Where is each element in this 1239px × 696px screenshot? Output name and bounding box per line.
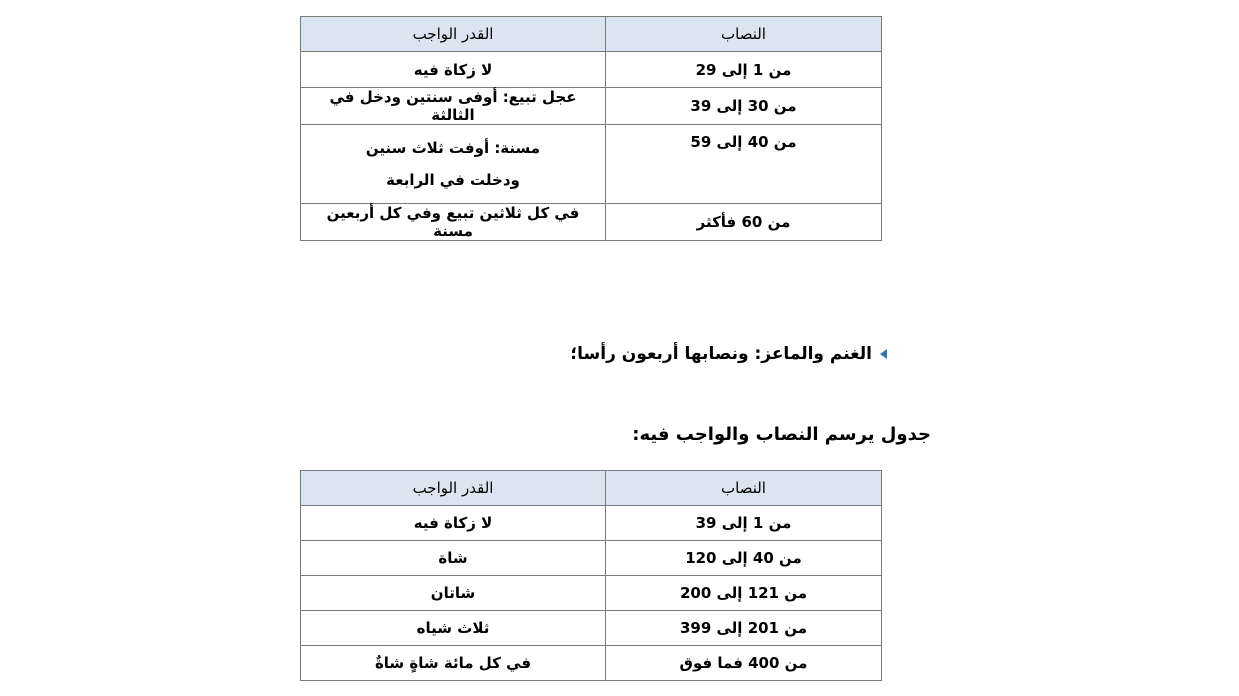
sheep-table-caption: جدول يرسم النصاب والواجب فيه: xyxy=(632,424,931,445)
header-nisab: النصاب xyxy=(606,471,882,506)
due-line-1: مسنة: أوفت ثلاث سنين xyxy=(365,139,541,157)
header-nisab: النصاب xyxy=(606,17,882,52)
nisab-cell: من 1 إلى 29 xyxy=(606,52,882,88)
nisab-cell: من 121 إلى 200 xyxy=(606,576,882,611)
due-cell: شاتان xyxy=(301,576,606,611)
table-row xyxy=(301,204,882,241)
table-row xyxy=(301,506,882,541)
due-cell: في كل ثلاثين تبيع وفي كل أربعين مسنة xyxy=(301,204,606,241)
header-due: القدر الواجب xyxy=(301,471,606,506)
due-cell: لا زكاة فيه xyxy=(301,52,606,88)
sheep-heading-text: الغنم والماعز: ونصابها أربعون رأسا؛ xyxy=(570,344,872,364)
sheep-section-heading xyxy=(570,344,887,364)
due-cell: ثلاث شياه xyxy=(301,611,606,646)
table-row xyxy=(301,541,882,576)
sheep-zakat-table xyxy=(300,470,882,681)
nisab-cell: من 400 فما فوق xyxy=(606,646,882,681)
table-row xyxy=(301,125,882,204)
cattle-zakat-table xyxy=(300,16,882,241)
nisab-cell: من 1 إلى 39 xyxy=(606,506,882,541)
header-due: القدر الواجب xyxy=(301,17,606,52)
table-row xyxy=(301,646,882,681)
nisab-cell: من 40 إلى 59 xyxy=(606,125,882,204)
nisab-cell: من 201 إلى 399 xyxy=(606,611,882,646)
table-row xyxy=(301,576,882,611)
table-header-row xyxy=(301,471,882,506)
nisab-cell: من 30 إلى 39 xyxy=(606,88,882,125)
table-row xyxy=(301,611,882,646)
triangle-bullet-icon xyxy=(880,349,887,359)
due-cell xyxy=(301,125,606,204)
table-header-row xyxy=(301,17,882,52)
due-cell: شاة xyxy=(301,541,606,576)
nisab-cell: من 60 فأكثر xyxy=(606,204,882,241)
due-cell: في كل مائة شاةٍ شاةٌ xyxy=(301,646,606,681)
table-row xyxy=(301,88,882,125)
table-row xyxy=(301,52,882,88)
due-cell: عجل تبيع: أوفى سنتين ودخل في الثالثة xyxy=(301,88,606,125)
due-line-2: ودخلت في الرابعة xyxy=(386,171,520,189)
due-cell: لا زكاة فيه xyxy=(301,506,606,541)
nisab-cell: من 40 إلى 120 xyxy=(606,541,882,576)
